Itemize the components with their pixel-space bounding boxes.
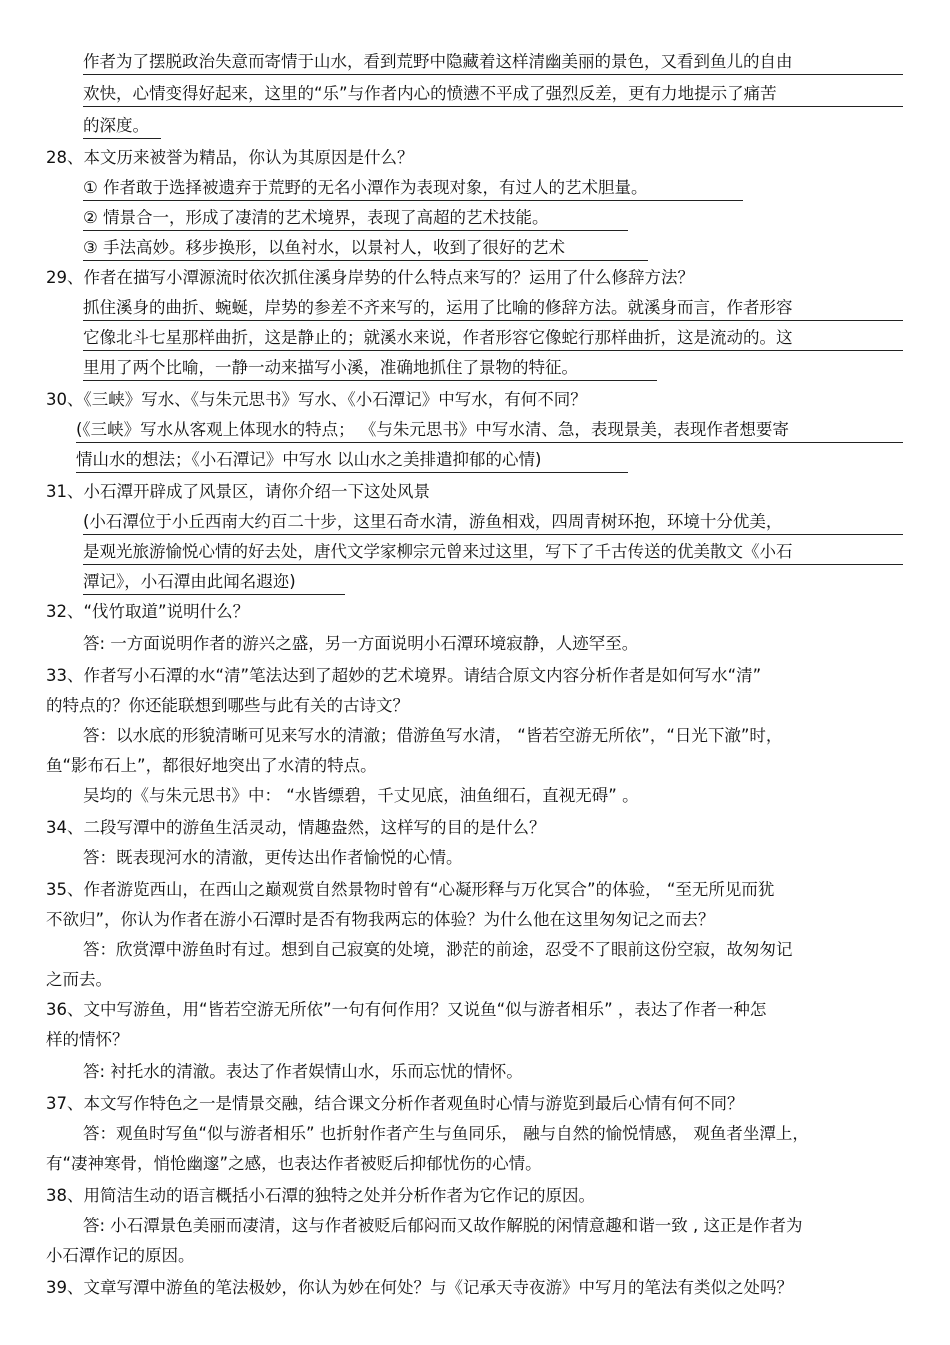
question-31: 31、小石潭开辟成了风景区，请你介绍一下这处风景: [46, 482, 430, 501]
question-34: 34、二段写潭中的游鱼生活灵动，情趣盎然，这样写的目的是什么？: [46, 818, 546, 837]
answer-37-cont: 有“凄神寒骨，悄怆幽邃”之感，也表达作者被贬后抑郁忧伤的心情。: [46, 1154, 542, 1173]
answer-line: 里用了两个比喻，一静一动来描写小溪，准确地抓住了景物的特征。: [83, 358, 657, 381]
answer-line: ② 情景合一，形成了凄清的艺术境界，表现了高超的艺术技能。: [83, 208, 628, 231]
answer-37: 答：观鱼时写鱼“似与游者相乐” 也折射作者产生与鱼同乐， 融与自然的愉悦情感， 观鱼者坐潭上，: [83, 1124, 809, 1143]
question-29: 29、作者在描写小潭源流时依次抓住溪身岸势的什么特点来写的？运用了什么修辞方法？: [46, 268, 694, 287]
answer-line: 抓住溪身的曲折、蜿蜒，岸势的参差不齐来写的，运用了比喻的修辞方法。就溪身而言，作者形容: [83, 298, 903, 321]
answer-36: 答: 衬托水的清澈。表达了作者娱情山水，乐而忘忧的情怀。: [83, 1062, 523, 1081]
question-39: 39、文章写潭中游鱼的笔法极妙，你认为妙在何处？与《记承天寺夜游》中写月的笔法有类似之处吗？: [46, 1278, 793, 1297]
answer-33-quote: 吴均的《与朱元思书》中： “水皆缥碧，千丈见底，油鱼细石，直视无碍” 。: [83, 786, 639, 805]
answer-line: (小石潭位于小丘西南大约百二十步，这里石奇水清，游鱼相戏，四周青树环抱，环境十分优美，: [83, 512, 903, 535]
question-32: 32、“伐竹取道”说明什么？: [46, 602, 250, 621]
answer-line: 作者为了摆脱政治失意而寄情于山水，看到荒野中隐藏着这样清幽美丽的景色，又看到鱼儿的自由: [83, 52, 903, 75]
answer-line: 情山水的想法；《小石潭记》中写水 以山水之美排遣抑郁的心情): [76, 450, 628, 473]
answer-38: 答: 小石潭景色美丽而凄清，这与作者被贬后郁闷而又故作解脱的闲情意趣和谐一致 , 这正是作者为: [83, 1216, 803, 1235]
answer-32: 答: 一方面说明作者的游兴之盛，另一方面说明小石潭环境寂静，人迹罕至。: [83, 634, 639, 653]
answer-35: 答：欣赏潭中游鱼时有过。想到自己寂寞的处境，渺茫的前途，忍受不了眼前这份空寂，故匆匆记: [83, 940, 793, 959]
question-36: 36、文中写游鱼，用“皆若空游无所依”一句有何作用？又说鱼“似与游者相乐” ，表达了作者一种怎: [46, 1000, 767, 1019]
answer-line: 它像北斗七星那样曲折，这是静止的；就溪水来说，作者形容它像蛇行那样曲折，这是流动的。这: [83, 328, 903, 351]
question-36-cont: 样的情怀？: [46, 1030, 129, 1049]
answer-line: ① 作者敢于选择被遗弃于荒野的无名小潭作为表现对象，有过人的艺术胆量。: [83, 178, 743, 201]
question-38: 38、用简洁生动的语言概括小石潭的独特之处并分析作者为它作记的原因。: [46, 1186, 595, 1205]
answer-line: 欢快，心情变得好起来，这里的“乐”与作者内心的愤懑不平成了强烈反差，更有力地提示了痛苦: [83, 84, 903, 107]
question-35-cont: 不欲归”，你认为作者在游小石潭时是否有物我两忘的体验？为什么他在这里匆匆记之而去？: [46, 910, 715, 929]
answer-line: 的深度。: [83, 116, 161, 139]
question-33-cont: 的特点的？你还能联想到哪些与此有关的古诗文？: [46, 696, 409, 715]
question-33: 33、作者写小石潭的水“清”笔法达到了超妙的艺术境界。请结合原文内容分析作者是如何写水“清”: [46, 666, 762, 685]
question-28: 28、本文历来被誉为精品，你认为其原因是什么？: [46, 148, 414, 167]
answer-line: (《三峡》写水从客观上体现水的特点； 《与朱元思书》中写水清、急，表现景美，表现作者想要寄: [76, 420, 903, 443]
answer-33-cont: 鱼“影布石上”，都很好地突出了水清的特点。: [46, 756, 377, 775]
answer-line: ③ 手法高妙。移步换形，以鱼衬水，以景衬人，收到了很好的艺术: [83, 238, 648, 261]
answer-line: 是观光旅游愉悦心情的好去处，唐代文学家柳宗元曾来过这里，写下了千古传送的优美散文《小石: [83, 542, 903, 565]
answer-34: 答：既表现河水的清澈，更传达出作者愉悦的心情。: [83, 848, 463, 867]
question-35: 35、作者游览西山，在西山之巅观赏自然景物时曾有“心凝形释与万化冥合”的体验， “至无所见而犹: [46, 880, 775, 899]
answer-line: 潭记》，小石潭由此闻名遐迩): [83, 572, 345, 595]
answer-35-cont: 之而去。: [46, 970, 112, 989]
answer-33: 答：以水底的形貌清晰可见来写水的清澈；借游鱼写水清， “皆若空游无所依”，“日光下澈”时，: [83, 726, 783, 745]
answer-38-cont: 小石潭作记的原因。: [46, 1246, 195, 1265]
question-30: 30、《三峡》写水、《与朱元思书》写水、《小石潭记》中写水，有何不同？: [46, 390, 587, 409]
question-37: 37、本文写作特色之一是情景交融，结合课文分析作者观鱼时心情与游览到最后心情有何不同？: [46, 1094, 744, 1113]
